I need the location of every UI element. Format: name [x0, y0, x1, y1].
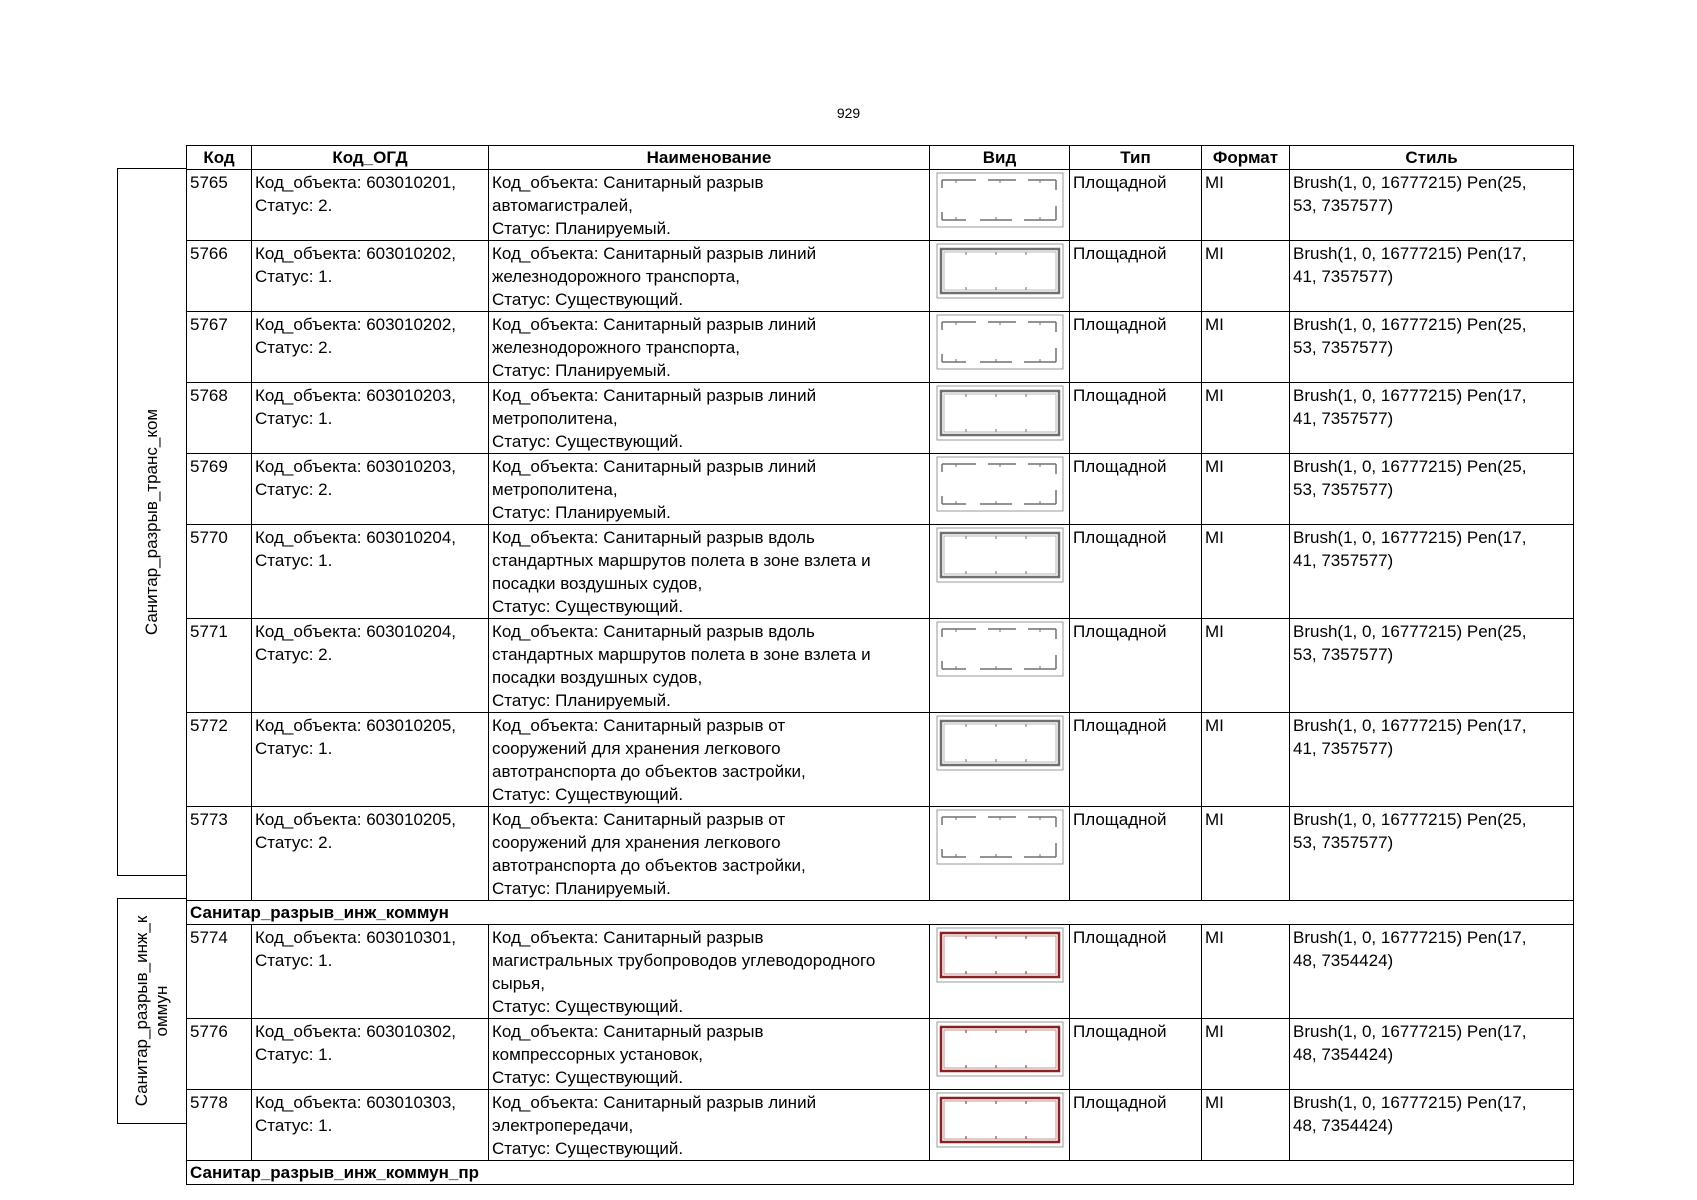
code-ogd-line: Код_объекта: 603010302,: [255, 1022, 457, 1041]
cell-view: [930, 454, 1070, 525]
group-label-inzh-line2: оммун: [152, 985, 171, 1037]
name-line: железнодорожного транспорта,: [492, 267, 740, 286]
code-ogd-line: Код_объекта: 603010204,: [255, 622, 457, 641]
cell-view: [930, 713, 1070, 807]
status-line: Статус: 1.: [255, 267, 333, 286]
cell-code: 5766: [187, 241, 252, 312]
cell-view: [930, 1090, 1070, 1161]
cell-code: 5768: [187, 383, 252, 454]
cell-name: [489, 713, 930, 807]
code-ogd-line: Код_объекта: 603010205,: [255, 810, 457, 829]
name-line: Код_объекта: Санитарный разрыв от: [492, 716, 786, 735]
name-line: Код_объекта: Санитарный разрыв: [492, 1022, 764, 1041]
cell-view: [930, 525, 1070, 619]
cell-code: 5767: [187, 312, 252, 383]
table-row: [187, 383, 1574, 454]
style-line: Brush(1, 0, 16777215) Pen(17,: [1293, 716, 1527, 735]
cell-format: MI: [1202, 454, 1290, 525]
cell-format: MI: [1202, 1019, 1290, 1090]
cell-style: [1290, 525, 1574, 619]
line-style-swatch-icon: [930, 314, 1069, 370]
cell-format: MI: [1202, 312, 1290, 383]
name-line: стандартных маршрутов полета в зоне взлета и: [492, 645, 871, 664]
section-row: [187, 901, 1574, 925]
status-line: Статус: 1.: [255, 551, 333, 570]
name-line: стандартных маршрутов полета в зоне взлета и: [492, 551, 871, 570]
name-line: Статус: Существующий.: [492, 997, 684, 1016]
cell-style: [1290, 1019, 1574, 1090]
name-line: Статус: Планируемый.: [492, 503, 671, 522]
name-line: Статус: Существующий.: [492, 785, 684, 804]
status-line: Статус: 1.: [255, 739, 333, 758]
style-line: 53, 7357577): [1293, 338, 1394, 357]
cell-style: [1290, 925, 1574, 1019]
style-line: Brush(1, 0, 16777215) Pen(25,: [1293, 173, 1527, 192]
style-line: 53, 7357577): [1293, 645, 1394, 664]
cell-format: MI: [1202, 807, 1290, 901]
name-line: компрессорных установок,: [492, 1045, 703, 1064]
cell-code-ogd: [252, 1019, 489, 1090]
name-line: Статус: Существующий.: [492, 597, 684, 616]
line-style-swatch-icon: [930, 456, 1069, 512]
cell-code: 5769: [187, 454, 252, 525]
cell-style: [1290, 619, 1574, 713]
style-line: 48, 7354424): [1293, 951, 1394, 970]
cell-style: [1290, 170, 1574, 241]
name-line: Код_объекта: Санитарный разрыв линий: [492, 386, 817, 405]
cell-type: Площадной: [1070, 525, 1202, 619]
line-style-swatch-icon: [930, 243, 1069, 299]
name-line: Статус: Существующий.: [492, 1068, 684, 1087]
group-label-inzh-text: [132, 916, 172, 1107]
status-line: Статус: 2.: [255, 196, 333, 215]
style-line: Brush(1, 0, 16777215) Pen(17,: [1293, 244, 1527, 263]
line-style-swatch-icon: [930, 809, 1069, 865]
name-line: Код_объекта: Санитарный разрыв линий: [492, 1093, 817, 1112]
header-code-ogd: Код_ОГД: [252, 146, 489, 170]
code-ogd-line: Код_объекта: 603010205,: [255, 716, 457, 735]
code-ogd-line: Код_объекта: 603010301,: [255, 928, 457, 947]
cell-code-ogd: [252, 807, 489, 901]
name-line: Код_объекта: Санитарный разрыв от: [492, 810, 786, 829]
table-row: [187, 1019, 1574, 1090]
cell-type: Площадной: [1070, 1090, 1202, 1161]
cell-type: Площадной: [1070, 925, 1202, 1019]
cell-format: MI: [1202, 713, 1290, 807]
name-line: метрополитена,: [492, 409, 618, 428]
cell-code-ogd: [252, 619, 489, 713]
name-line: Код_объекта: Санитарный разрыв линий: [492, 315, 817, 334]
cell-style: [1290, 312, 1574, 383]
name-line: Статус: Планируемый.: [492, 361, 671, 380]
cell-view: [930, 170, 1070, 241]
table-row: [187, 619, 1574, 713]
cell-format: MI: [1202, 241, 1290, 312]
table-row: [187, 713, 1574, 807]
style-line: Brush(1, 0, 16777215) Pen(17,: [1293, 528, 1527, 547]
line-style-swatch-icon: [930, 385, 1069, 441]
name-line: электропередачи,: [492, 1116, 634, 1135]
table-row: [187, 1090, 1574, 1161]
status-line: Статус: 2.: [255, 338, 333, 357]
name-line: Статус: Планируемый.: [492, 691, 671, 710]
status-line: Статус: 1.: [255, 951, 333, 970]
name-line: железнодорожного транспорта,: [492, 338, 740, 357]
table-row: [187, 807, 1574, 901]
cell-code: 5774: [187, 925, 252, 1019]
cell-type: Площадной: [1070, 619, 1202, 713]
cell-code: 5772: [187, 713, 252, 807]
cell-name: [489, 619, 930, 713]
name-line: Код_объекта: Санитарный разрыв линий: [492, 457, 817, 476]
name-line: Статус: Существующий.: [492, 1139, 684, 1158]
cell-name: [489, 1019, 930, 1090]
name-line: метрополитена,: [492, 480, 618, 499]
line-style-swatch-icon: [930, 715, 1069, 771]
status-line: Статус: 1.: [255, 409, 333, 428]
header-view: Вид: [930, 146, 1070, 170]
name-line: сооружений для хранения легкового: [492, 739, 781, 758]
cell-code: 5770: [187, 525, 252, 619]
name-line: сырья,: [492, 974, 545, 993]
cell-name: [489, 312, 930, 383]
table-row: [187, 241, 1574, 312]
cell-style: [1290, 807, 1574, 901]
style-line: Brush(1, 0, 16777215) Pen(25,: [1293, 810, 1527, 829]
cell-type: Площадной: [1070, 312, 1202, 383]
cell-type: Площадной: [1070, 383, 1202, 454]
cell-code: 5776: [187, 1019, 252, 1090]
name-line: Статус: Планируемый.: [492, 879, 671, 898]
name-line: автомагистралей,: [492, 196, 633, 215]
cell-format: MI: [1202, 925, 1290, 1019]
header-code: Код: [187, 146, 252, 170]
cell-name: [489, 525, 930, 619]
cell-view: [930, 1019, 1070, 1090]
cell-name: [489, 925, 930, 1019]
status-line: Статус: 1.: [255, 1045, 333, 1064]
name-line: Код_объекта: Санитарный разрыв вдоль: [492, 622, 815, 641]
name-line: Код_объекта: Санитарный разрыв линий: [492, 244, 817, 263]
name-line: Статус: Существующий.: [492, 432, 684, 451]
name-line: Код_объекта: Санитарный разрыв вдоль: [492, 528, 815, 547]
name-line: сооружений для хранения легкового: [492, 833, 781, 852]
cell-type: Площадной: [1070, 807, 1202, 901]
header-name: Наименование: [489, 146, 930, 170]
cell-code-ogd: [252, 312, 489, 383]
table-row: [187, 454, 1574, 525]
cell-name: [489, 807, 930, 901]
style-line: Brush(1, 0, 16777215) Pen(25,: [1293, 622, 1527, 641]
cell-code-ogd: [252, 383, 489, 454]
cell-view: [930, 383, 1070, 454]
name-line: Статус: Планируемый.: [492, 219, 671, 238]
status-line: Статус: 1.: [255, 1116, 333, 1135]
line-style-swatch-icon: [930, 527, 1069, 583]
name-line: Код_объекта: Санитарный разрыв: [492, 928, 764, 947]
section-title: Санитар_разрыв_инж_коммун_пр: [187, 1161, 1574, 1185]
code-ogd-line: Код_объекта: 603010201,: [255, 173, 457, 192]
line-style-swatch-icon: [930, 621, 1069, 677]
style-line: Brush(1, 0, 16777215) Pen(17,: [1293, 1093, 1527, 1112]
cell-format: MI: [1202, 1090, 1290, 1161]
cell-style: [1290, 383, 1574, 454]
group-label-trans-text: Санитар_разрыв_транс_ком: [142, 408, 161, 636]
group-label-trans: [117, 168, 186, 876]
header-format: Формат: [1202, 146, 1290, 170]
cell-style: [1290, 713, 1574, 807]
name-line: магистральных трубопроводов углеводородного: [492, 951, 876, 970]
table-row: [187, 925, 1574, 1019]
legend-table: [186, 145, 1574, 1185]
cell-format: MI: [1202, 170, 1290, 241]
group-label-inzh-line1: Санитар_разрыв_инж_к: [132, 915, 151, 1107]
line-style-swatch-icon: [930, 1092, 1069, 1148]
cell-view: [930, 807, 1070, 901]
name-line: автотранспорта до объектов застройки,: [492, 856, 806, 875]
cell-format: MI: [1202, 525, 1290, 619]
cell-view: [930, 241, 1070, 312]
cell-code: 5778: [187, 1090, 252, 1161]
cell-name: [489, 454, 930, 525]
cell-name: [489, 1090, 930, 1161]
table-row: [187, 170, 1574, 241]
table-row: [187, 525, 1574, 619]
code-ogd-line: Код_объекта: 603010202,: [255, 244, 457, 263]
group-label-inzh: [117, 898, 186, 1124]
cell-type: Площадной: [1070, 1019, 1202, 1090]
style-line: 41, 7357577): [1293, 267, 1394, 286]
cell-view: [930, 312, 1070, 383]
cell-type: Площадной: [1070, 713, 1202, 807]
section-title: Санитар_разрыв_инж_коммун: [187, 901, 1574, 925]
cell-view: [930, 619, 1070, 713]
style-line: Brush(1, 0, 16777215) Pen(25,: [1293, 315, 1527, 334]
style-line: Brush(1, 0, 16777215) Pen(17,: [1293, 928, 1527, 947]
code-ogd-line: Код_объекта: 603010303,: [255, 1093, 457, 1112]
name-line: посадки воздушных судов,: [492, 668, 703, 687]
cell-code-ogd: [252, 713, 489, 807]
name-line: посадки воздушных судов,: [492, 574, 703, 593]
line-style-swatch-icon: [930, 172, 1069, 228]
status-line: Статус: 2.: [255, 833, 333, 852]
cell-code: 5765: [187, 170, 252, 241]
cell-name: [489, 383, 930, 454]
cell-name: [489, 241, 930, 312]
style-line: 41, 7357577): [1293, 551, 1394, 570]
code-ogd-line: Код_объекта: 603010204,: [255, 528, 457, 547]
cell-code-ogd: [252, 454, 489, 525]
line-style-swatch-icon: [930, 927, 1069, 983]
header-type: Тип: [1070, 146, 1202, 170]
style-line: 48, 7354424): [1293, 1045, 1394, 1064]
style-line: Brush(1, 0, 16777215) Pen(25,: [1293, 457, 1527, 476]
code-ogd-line: Код_объекта: 603010203,: [255, 386, 457, 405]
name-line: Код_объекта: Санитарный разрыв: [492, 173, 764, 192]
cell-type: Площадной: [1070, 170, 1202, 241]
code-ogd-line: Код_объекта: 603010202,: [255, 315, 457, 334]
cell-code: 5773: [187, 807, 252, 901]
code-ogd-line: Код_объекта: 603010203,: [255, 457, 457, 476]
cell-format: MI: [1202, 619, 1290, 713]
cell-code-ogd: [252, 170, 489, 241]
style-line: 53, 7357577): [1293, 833, 1394, 852]
cell-style: [1290, 1090, 1574, 1161]
style-line: 53, 7357577): [1293, 196, 1394, 215]
cell-code-ogd: [252, 1090, 489, 1161]
cell-code-ogd: [252, 241, 489, 312]
cell-type: Площадной: [1070, 454, 1202, 525]
cell-view: [930, 925, 1070, 1019]
section-row: [187, 1161, 1574, 1185]
table-row: [187, 312, 1574, 383]
cell-name: [489, 170, 930, 241]
style-line: 48, 7354424): [1293, 1116, 1394, 1135]
cell-format: MI: [1202, 383, 1290, 454]
page-number: 929: [836, 105, 861, 121]
cell-style: [1290, 454, 1574, 525]
name-line: Статус: Существующий.: [492, 290, 684, 309]
style-line: 41, 7357577): [1293, 409, 1394, 428]
status-line: Статус: 2.: [255, 645, 333, 664]
header-style: Стиль: [1290, 146, 1574, 170]
cell-type: Площадной: [1070, 241, 1202, 312]
table-header-row: [187, 146, 1574, 170]
style-line: Brush(1, 0, 16777215) Pen(17,: [1293, 1022, 1527, 1041]
name-line: автотранспорта до объектов застройки,: [492, 762, 806, 781]
status-line: Статус: 2.: [255, 480, 333, 499]
line-style-swatch-icon: [930, 1021, 1069, 1077]
cell-code-ogd: [252, 925, 489, 1019]
cell-code: 5771: [187, 619, 252, 713]
style-line: Brush(1, 0, 16777215) Pen(17,: [1293, 386, 1527, 405]
cell-style: [1290, 241, 1574, 312]
cell-code-ogd: [252, 525, 489, 619]
style-line: 41, 7357577): [1293, 739, 1394, 758]
style-line: 53, 7357577): [1293, 480, 1394, 499]
